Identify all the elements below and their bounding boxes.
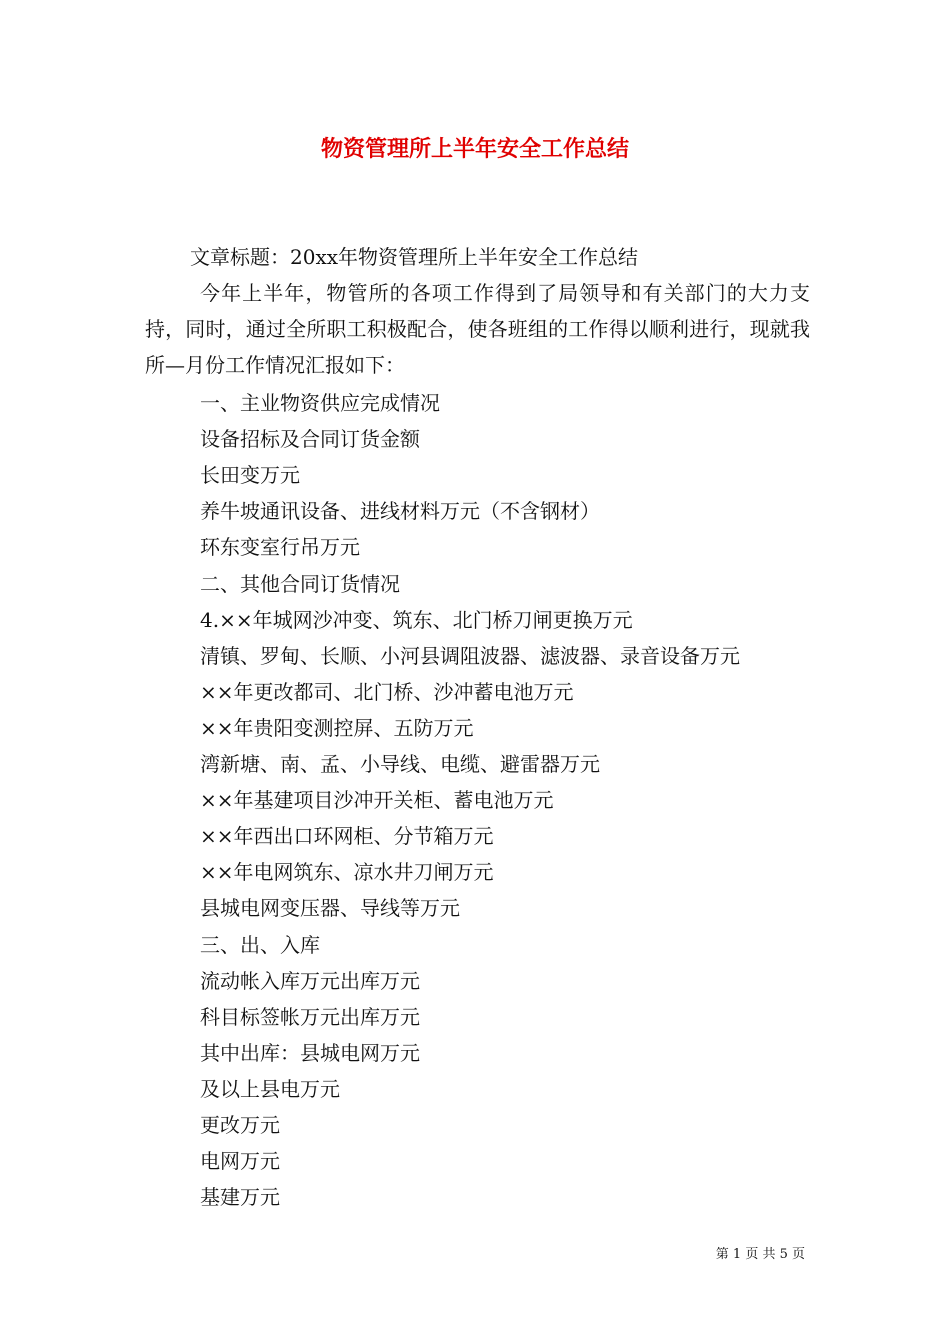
content-line: 基建万元 xyxy=(200,1185,280,1210)
content-line: ××年更改都司、北门桥、沙冲蓄电池万元 xyxy=(200,679,574,704)
content-line: ××年贵阳变测控屏、五防万元 xyxy=(200,715,474,740)
document-title: 物资管理所上半年安全工作总结 xyxy=(320,136,629,162)
content-line: 电网万元 xyxy=(200,1149,280,1174)
content-line: 环东变室行吊万元 xyxy=(200,535,360,560)
content-line: 三、出、入库 xyxy=(200,932,320,957)
content-line: 湾新塘、南、孟、小导线、电缆、避雷器万元 xyxy=(200,752,600,776)
content-line: 养牛坡通讯设备、进线材料万元（不含钢材） xyxy=(200,499,600,524)
content-line: 科目标签帐万元出库万元 xyxy=(200,1004,420,1029)
content-line: 二、其他合同订货情况 xyxy=(200,571,400,596)
content-line: 县城电网变压器、导线等万元 xyxy=(200,896,460,921)
content-line: 长田变万元 xyxy=(200,463,300,488)
content-line: 清镇、罗甸、长顺、小河县调阻波器、滤波器、录音设备万元 xyxy=(200,643,740,668)
content-line: ××年西出口环网柜、分节箱万元 xyxy=(200,824,494,849)
content-line: ××年电网筑东、凉水井刀闸万元 xyxy=(200,860,494,885)
page-number-footer: 第 1 页 共 5 页 xyxy=(715,1247,805,1262)
content-line: 一、主业物资供应完成情况 xyxy=(200,391,440,415)
content-line: 设备招标及合同订货金额 xyxy=(200,427,420,452)
content-line: ××年基建项目沙冲开关柜、蓄电池万元 xyxy=(200,788,554,813)
article-title-line: 文章标题：20xx年物资管理所上半年安全工作总结 xyxy=(190,245,639,269)
content-line: 其中出库：县城电网万元 xyxy=(200,1040,420,1065)
content-line: 4.××年城网沙冲变、筑东、北门桥刀闸更换万元 xyxy=(200,607,633,632)
content-line: 及以上县电万元 xyxy=(200,1076,340,1101)
intro-paragraph: 今年上半年，物管所的各项工作得到了局领导和有关部门的大力支持，同时，通过全所职工积极配合，使各班组的工作得以顺利进行，现就我所—月份工作情况汇报如下： xyxy=(145,281,810,377)
content-line: 更改万元 xyxy=(200,1113,280,1137)
content-line: 流动帐入库万元出库万元 xyxy=(200,968,420,993)
